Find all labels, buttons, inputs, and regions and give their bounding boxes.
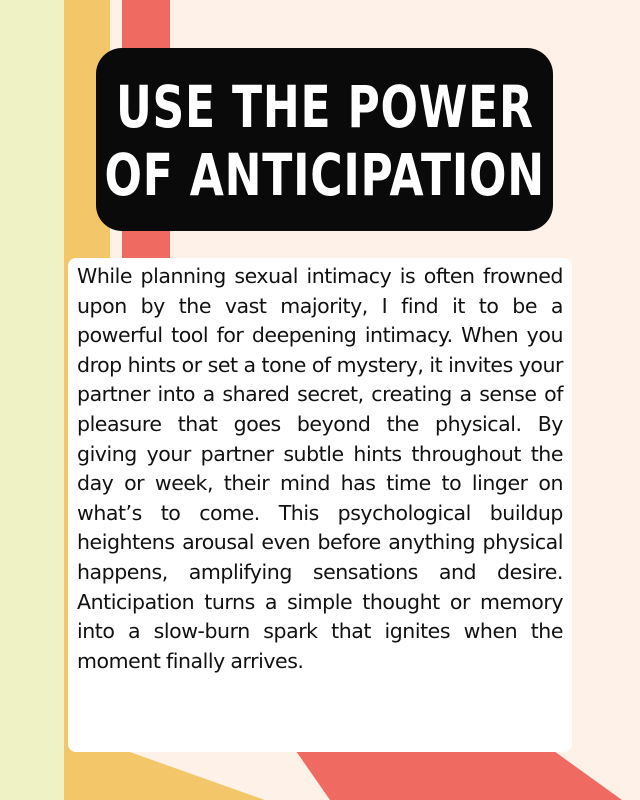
title-line-2: OF ANTICIPATION — [104, 140, 545, 209]
body-paragraph: While planning sexual intimacy is often frowned upon by the vast majority, I find it to be a powerful tool for deepening intimacy. When you drop hints or set a tone of mystery, it invites your partner into a shared secret, creating a sense of pleasure that goes beyond the physical. By giving your partner subtle hints throughout the day or week, their mind has time to linger on what’s to come. This psychological buildup heightens arousal even before anything physical happens, amplifying sensations and desire. Anticipation turns a simple thought or memory into a slow-burn spark that ignites when the moment finally arrives. — [77, 264, 563, 673]
title-box — [96, 48, 553, 231]
title-line-1: USE THE POWER — [115, 72, 534, 141]
cream-stripe — [0, 0, 64, 800]
body-text-box — [68, 258, 572, 752]
